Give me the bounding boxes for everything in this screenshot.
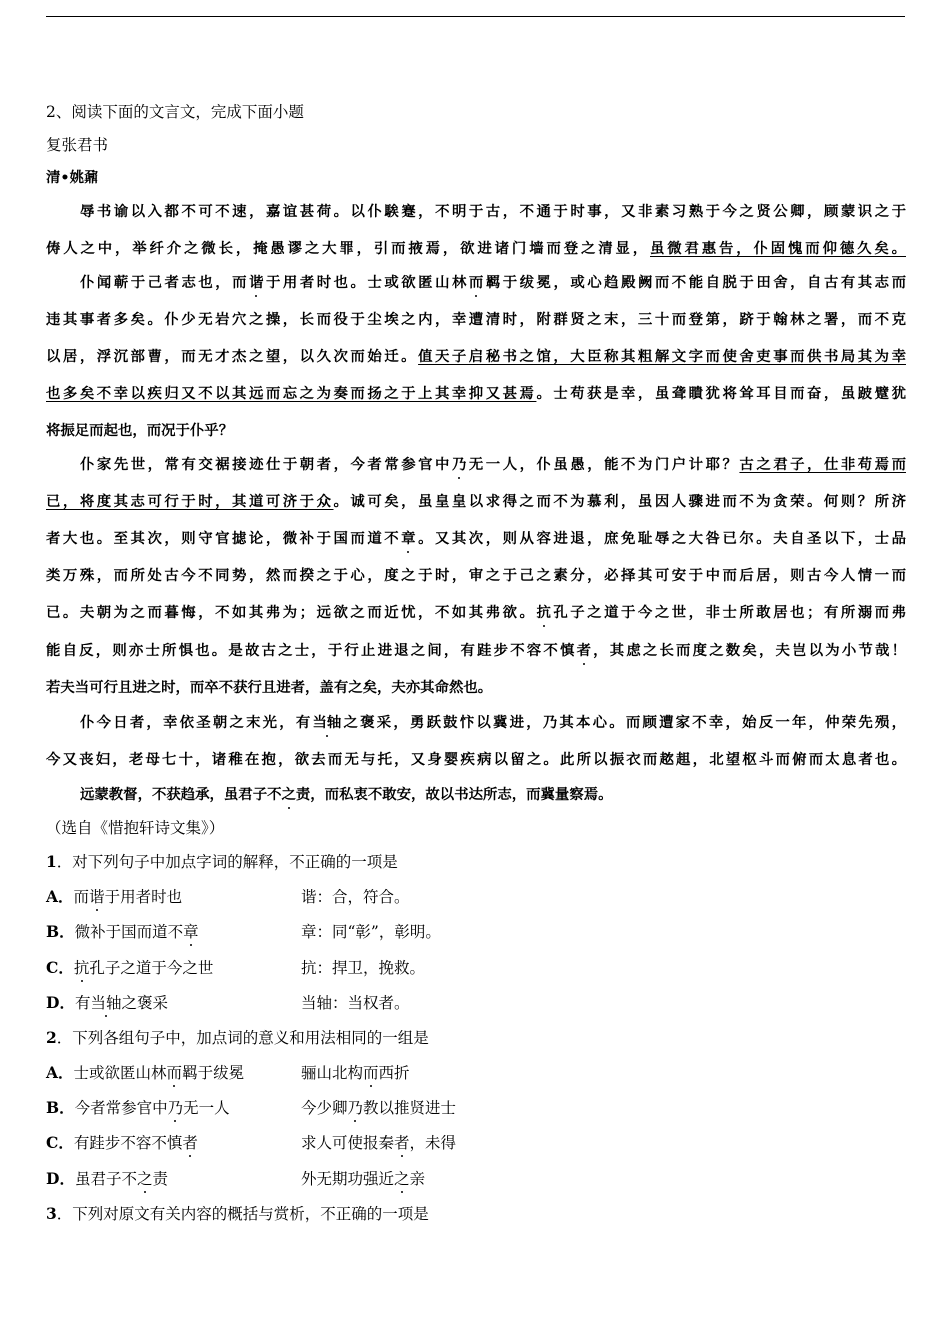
- option-c-left: C．抗孔子之道于今之世: [46, 958, 214, 977]
- option-a-right: 谐：合，符合。: [301, 888, 410, 906]
- dotted-char: 乃: [451, 456, 467, 473]
- underlined-sentence: 已，将度其志可行于时，其道可济于众: [46, 493, 334, 510]
- dotted-char: 者: [182, 1134, 198, 1152]
- passage-line: 仆家先世，常有交裾接迹仕于朝者，今者常参官中乃无一人，仆虽愚，能不为门户计耶？古之君子，仕非苟焉而: [80, 456, 906, 473]
- dotted-char: 而: [468, 274, 484, 291]
- option-c-right: 求人可使报秦者，未得: [301, 1134, 457, 1152]
- option-a-left: A．士或欲匿山林而羁于绂冕: [46, 1063, 245, 1082]
- dotted-char: 之: [394, 1170, 410, 1188]
- passage-line: 也多矣不幸以疾归又不以其远而忘之为奏而扬之于上其幸抑又甚焉。士苟获是幸，虽聋瞶犹将耸耳目而奋，虽跛躄犹: [46, 385, 906, 402]
- underlined-sentence: 也多矣不幸以疾归又不以其远而忘之为奏而扬之于上其幸抑又甚焉: [46, 385, 537, 402]
- dotted-char: 乃: [167, 1099, 184, 1117]
- option-c-left: C．有跬步不容不慎者: [46, 1133, 198, 1152]
- option-b-right: 章：同“彰”，彰明。: [301, 923, 441, 941]
- dotted-char: 之: [136, 1170, 153, 1188]
- passage-title: 复张君书: [46, 136, 109, 154]
- passage-line: 者大也。至其次，则守官摅论，微补于国而道不章。又其次，则从容进退，庶免耻辱之大咎已尔。夫自圣以下，士品: [46, 530, 906, 547]
- passage-line: 辱书谕以入都不可不速，嘉谊甚荷。以仆騃蹇，不明于古，不通于时事，又非素习熟于今之贤公卿，顾蒙识之于: [80, 203, 906, 220]
- dotted-char: 乃: [347, 1099, 364, 1117]
- dotted-char: 抗: [536, 604, 551, 621]
- passage-line: 将振足而起也，而况于仆乎？: [46, 422, 234, 439]
- option-d-right: 外无期功强近之亲: [301, 1170, 426, 1188]
- option-a-left: A．而谐于用者时也: [46, 887, 183, 906]
- dotted-char: 章: [401, 530, 416, 547]
- passage-line: 远蒙教督，不获趋承，虽君子不之责，而私衷不敢安，故以书达所志，而冀量察焉。: [80, 786, 613, 803]
- dotted-char: 而: [166, 1064, 183, 1082]
- option-b-left: B．今者常参官中乃无一人: [46, 1098, 230, 1117]
- question-stem: 1．对下列句子中加点字词的解释，不正确的一项是: [46, 852, 398, 871]
- option-d-right: 当轴：当权者。: [301, 994, 410, 1012]
- option-a-right: 骊山北构而西折: [301, 1064, 410, 1082]
- passage-line: 仆今日者，幸依圣朝之末光，有当轴之褒采，勇跃鼓忭以冀进，乃其本心。而顾遭家不幸，始反一年，仲荣先殒，: [80, 714, 906, 731]
- passage-line: 已，将度其志可行于时，其道可济于众。诚可矣，虽皇皇以求得之而不为慕利，虽因人骤进而不为贪荣。何则？所济: [46, 493, 906, 510]
- passage-line: 违其事者多矣。仆少无岩穴之操，长而役于尘埃之内，幸遭清时，附群贤之末，三十而登第，跻于翰林之署，而不克: [46, 311, 906, 328]
- header-rule: [46, 16, 905, 17]
- dotted-char: 之: [281, 786, 296, 803]
- option-c-right: 抗：捍卫，挽救。: [301, 959, 426, 977]
- dotted-char: 当轴: [90, 994, 122, 1012]
- option-d-left: D．有当轴之褒采: [46, 993, 168, 1012]
- passage-line: 今又丧妇，老母七十，诸稚在抱，欲去而无与托，又身婴疾病以留之。此所以振衣而趑趄，北望枢斗而俯而太息者也。: [46, 751, 906, 768]
- dotted-char: 者: [576, 642, 591, 659]
- passage-line: 类万殊，而所处古今不同势，然而揆之于心，度之于时，审之于己之素分，必择其可安于中而后居，则古今人情一而: [46, 567, 906, 584]
- dotted-char: 抗: [73, 959, 90, 977]
- option-b-left: B．微补于国而道不章: [46, 922, 199, 941]
- dotted-char: 章: [183, 923, 199, 941]
- section-heading: 2、阅读下面的文言文，完成下面小题: [46, 103, 304, 121]
- option-d-left: D．虽君子不之责: [46, 1169, 168, 1188]
- passage-line: 仆闻蕲于己者志也，而谐于用者时也。士或欲匿山林而羁于绂冕，或心趋殿阙而不能自脱于田舍，自古有其志而: [80, 274, 906, 291]
- underlined-sentence: 古之君子，仕非苟焉而: [739, 456, 906, 473]
- passage-line: 若夫当可行且进之时，而卒不获行且进者，盖有之矣，夫亦其命然也。: [46, 679, 493, 696]
- passage-line: 俦人之中，举纤介之微长，掩愚谬之大罪，引而掖焉，欲进诸门墙而登之清显，虽微君惠告，仆固愧而仰德久矣。: [46, 240, 906, 257]
- question-stem: 2．下列各组句子中，加点词的意义和用法相同的一组是: [46, 1028, 429, 1047]
- dotted-char: 者: [394, 1134, 410, 1152]
- dotted-char: 当轴: [312, 714, 342, 731]
- passage-line: 以居，浮沉部曹，而无才杰之望，以久次而始迁。值天子启秘书之馆，大臣称其粗解文字而使舍吏事而供书局其为幸: [46, 348, 906, 365]
- passage-author: 清•姚鼐: [46, 169, 99, 186]
- dotted-char: 而: [363, 1064, 379, 1082]
- passage-line: 已。夫朝为之而暮悔，不如其弗为；远欲之而近忧，不如其弗欲。抗孔子之道于今之世，非士所敢居也；有所溺而弗: [46, 604, 906, 621]
- dotted-char: 谐: [249, 274, 264, 291]
- underlined-sentence: 值天子启秘书之馆，大臣称其粗解文字而使舍吏事而供书局其为幸: [418, 348, 906, 365]
- passage-source: （选自《惜抱轩诗文集》）: [46, 819, 225, 837]
- question-stem: 3．下列对原文有关内容的概括与赏析，不正确的一项是: [46, 1204, 429, 1223]
- underlined-sentence: 虽微君惠告，仆固愧而仰德久矣。: [650, 240, 906, 257]
- passage-line: 能自反，则亦士所惧也。是故古之士，于行止进退之间，有跬步不容不慎者，其虑之长而度之数矣，夫岂以为小节哉！: [46, 642, 906, 659]
- option-b-right: 今少卿乃教以推贤进士: [301, 1099, 457, 1117]
- dotted-char: 谐: [89, 888, 105, 906]
